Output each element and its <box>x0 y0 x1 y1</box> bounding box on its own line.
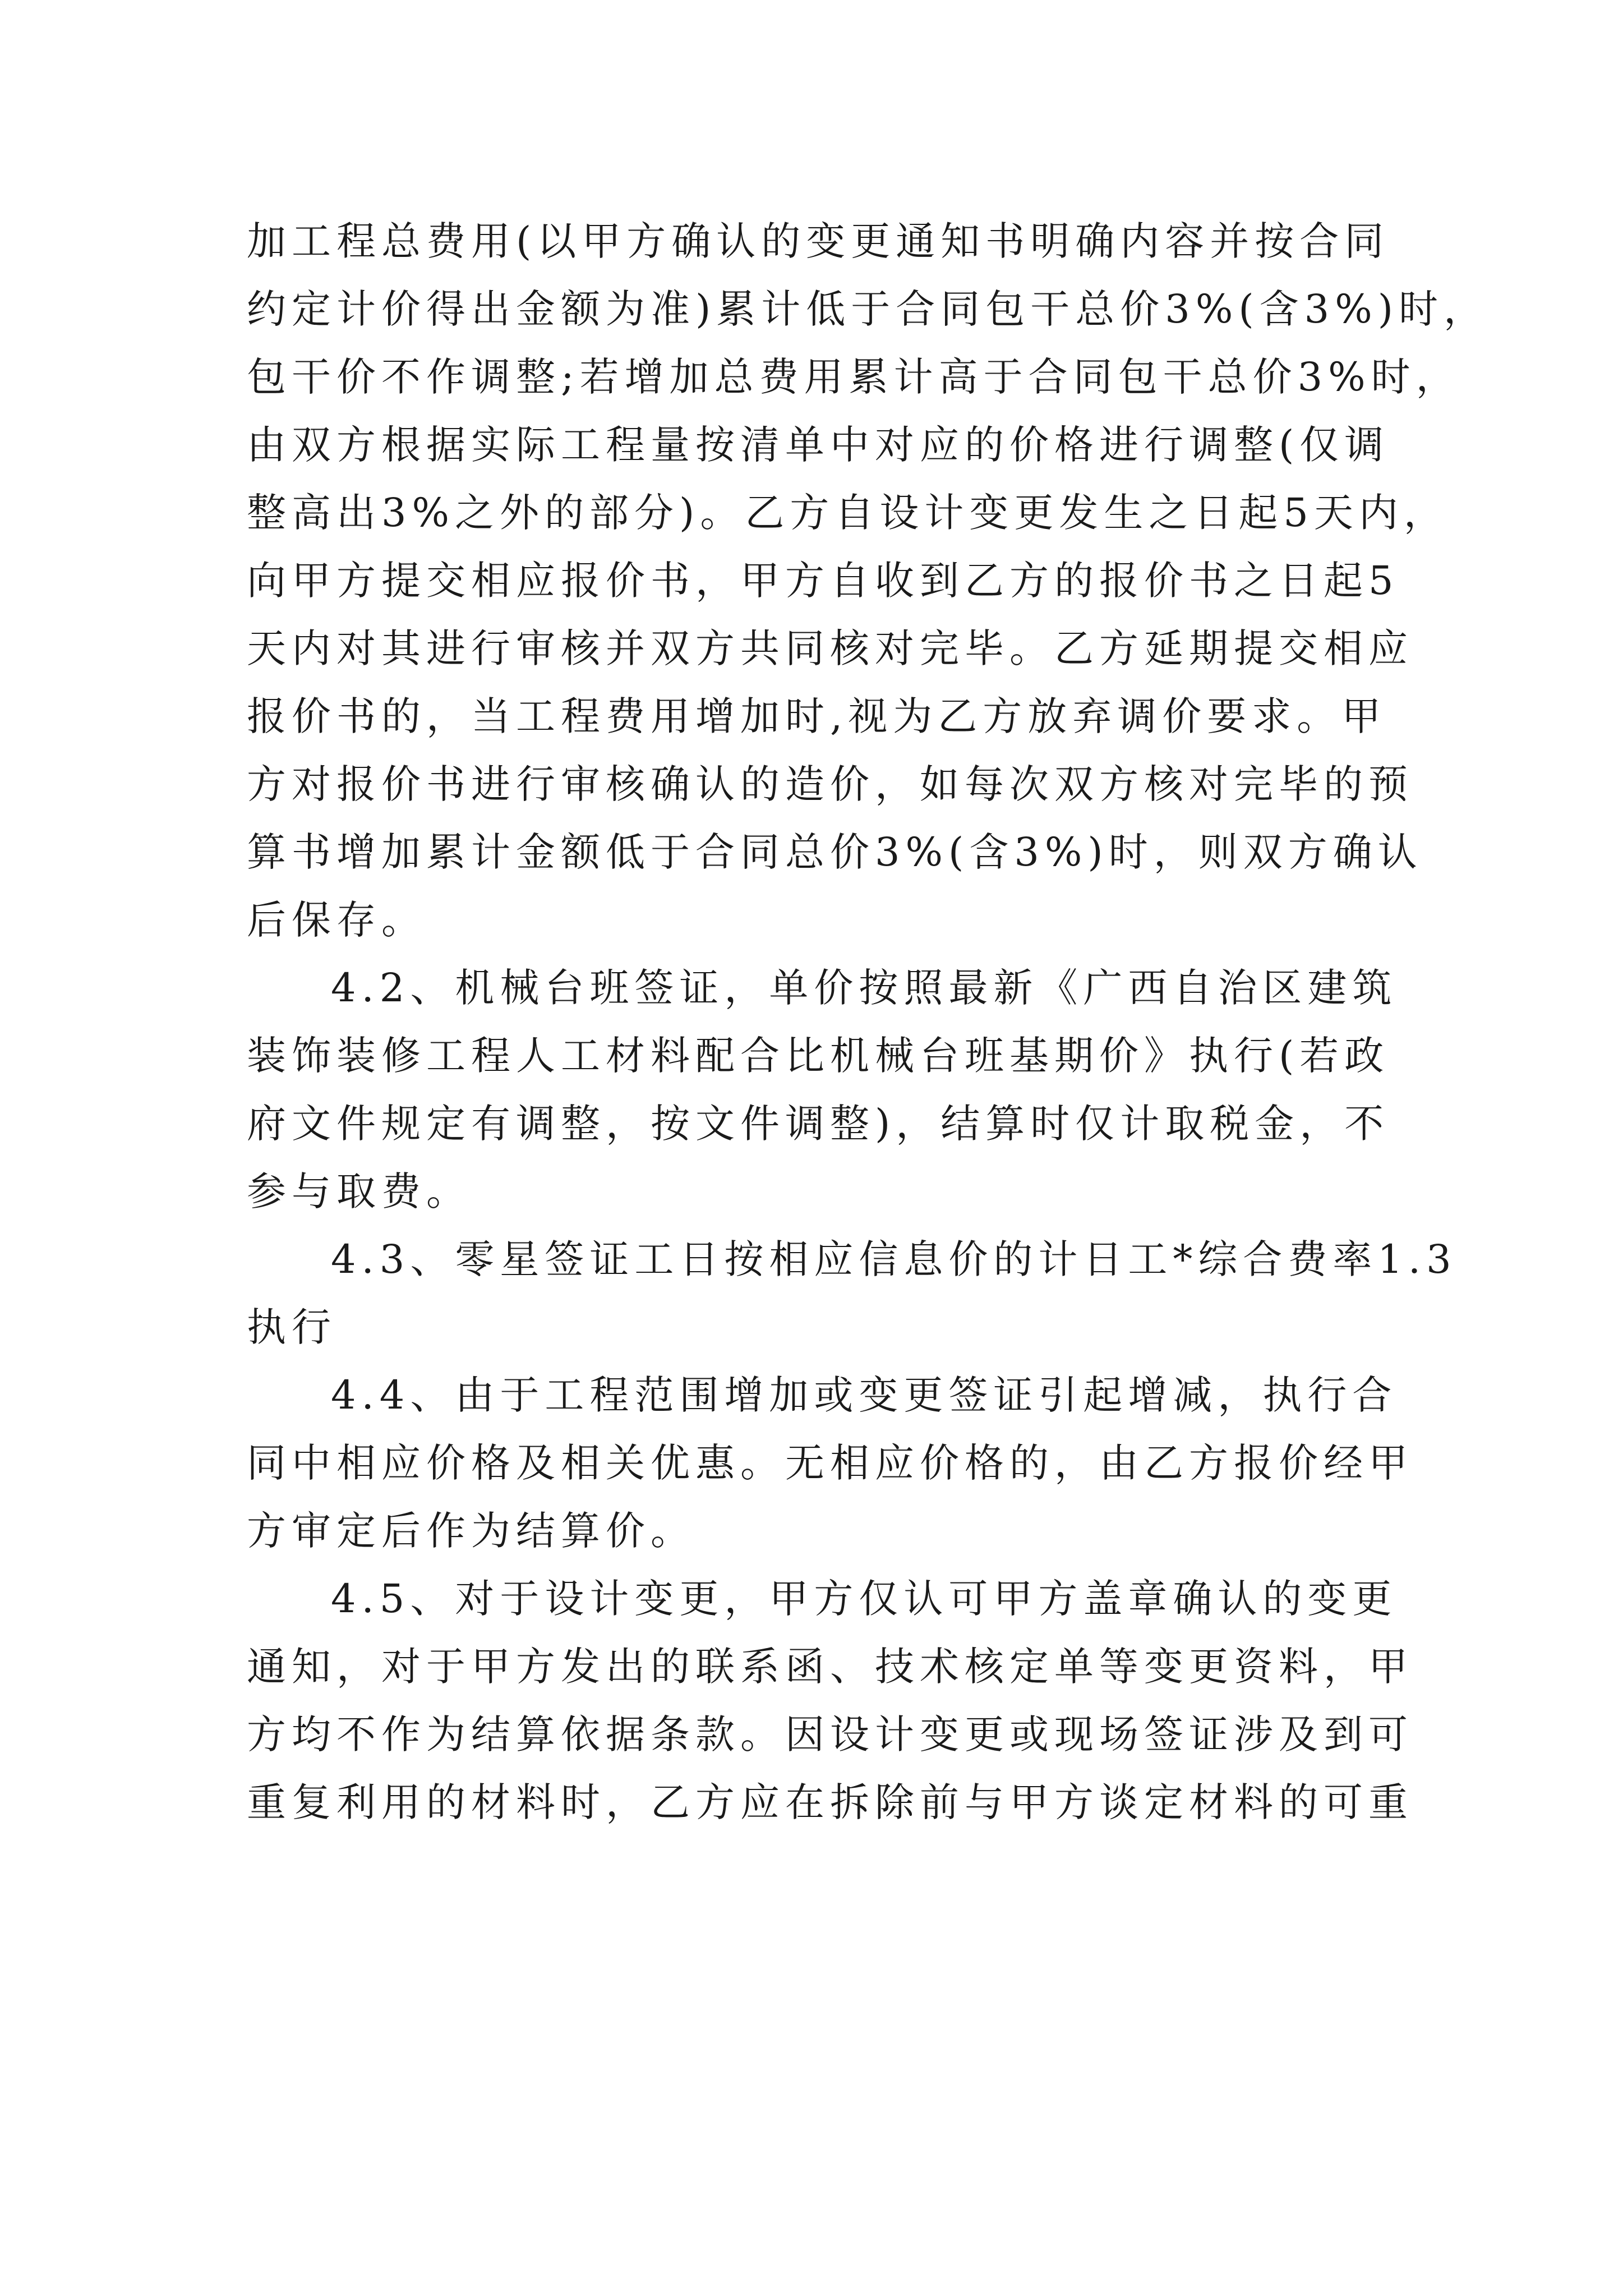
text-line: 算书增加累计金额低于合同总价3%(含3%)时，则双方确认 <box>247 829 1423 875</box>
text-line: 加工程总费用(以甲方确认的变更通知书明确内容并按合同 <box>247 218 1390 264</box>
text-line: 同中相应价格及相关优惠。无相应价格的，由乙方报价经甲 <box>247 1440 1413 1486</box>
text-line: 整高出3%之外的部分)。乙方自设计变更发生之日起5天内， <box>247 490 1449 536</box>
text-line: 方对报价书进行审核确认的造价，如每次双方核对完毕的预 <box>247 761 1413 807</box>
text-line: 天内对其进行审核并双方共同核对完毕。乙方延期提交相应 <box>247 625 1413 671</box>
text-line: 方均不作为结算依据条款。因设计变更或现场签证涉及到可 <box>247 1711 1413 1757</box>
text-line: 参与取费。 <box>247 1168 471 1214</box>
text-line: 后保存。 <box>247 897 426 943</box>
clause-4-4-first-line: 4.4、由于工程范围增加或变更签证引起增减，执行合 <box>331 1372 1398 1418</box>
document-body <box>247 208 1489 1837</box>
text-line: 装饰装修工程人工材料配合比机械台班基期价》执行(若政 <box>247 1033 1390 1079</box>
clause-4-2-first-line: 4.2、机械台班签证，单价按照最新《广西自治区建筑 <box>331 965 1398 1011</box>
text-line: 包干价不作调整;若增加总费用累计高于合同包干总价3%时， <box>247 354 1461 400</box>
text-line: 府文件规定有调整，按文件调整)，结算时仅计取税金，不 <box>247 1101 1390 1147</box>
text-line: 重复利用的材料时，乙方应在拆除前与甲方谈定材料的可重 <box>247 1779 1413 1825</box>
text-line: 约定计价得出金额为准)累计低于合同包干总价3%(含3%)时， <box>247 286 1489 332</box>
text-line: 通知，对于甲方发出的联系函、技术核定单等变更资料，甲 <box>247 1644 1413 1690</box>
text-line: 执行 <box>247 1304 336 1350</box>
text-line: 报价书的，当工程费用增加时,视为乙方放弃调价要求。甲 <box>247 693 1387 739</box>
text-line: 方审定后作为结算价。 <box>247 1508 695 1554</box>
text-line: 向甲方提交相应报价书，甲方自收到乙方的报价书之日起5 <box>247 558 1399 604</box>
clause-4-3-first-line: 4.3、零星签证工日按相应信息价的计日工*综合费率1.3 <box>331 1236 1457 1282</box>
text-line: 由双方根据实际工程量按清单中对应的价格进行调整(仅调 <box>247 422 1390 468</box>
clause-4-5-first-line: 4.5、对于设计变更，甲方仅认可甲方盖章确认的变更 <box>331 1576 1398 1622</box>
